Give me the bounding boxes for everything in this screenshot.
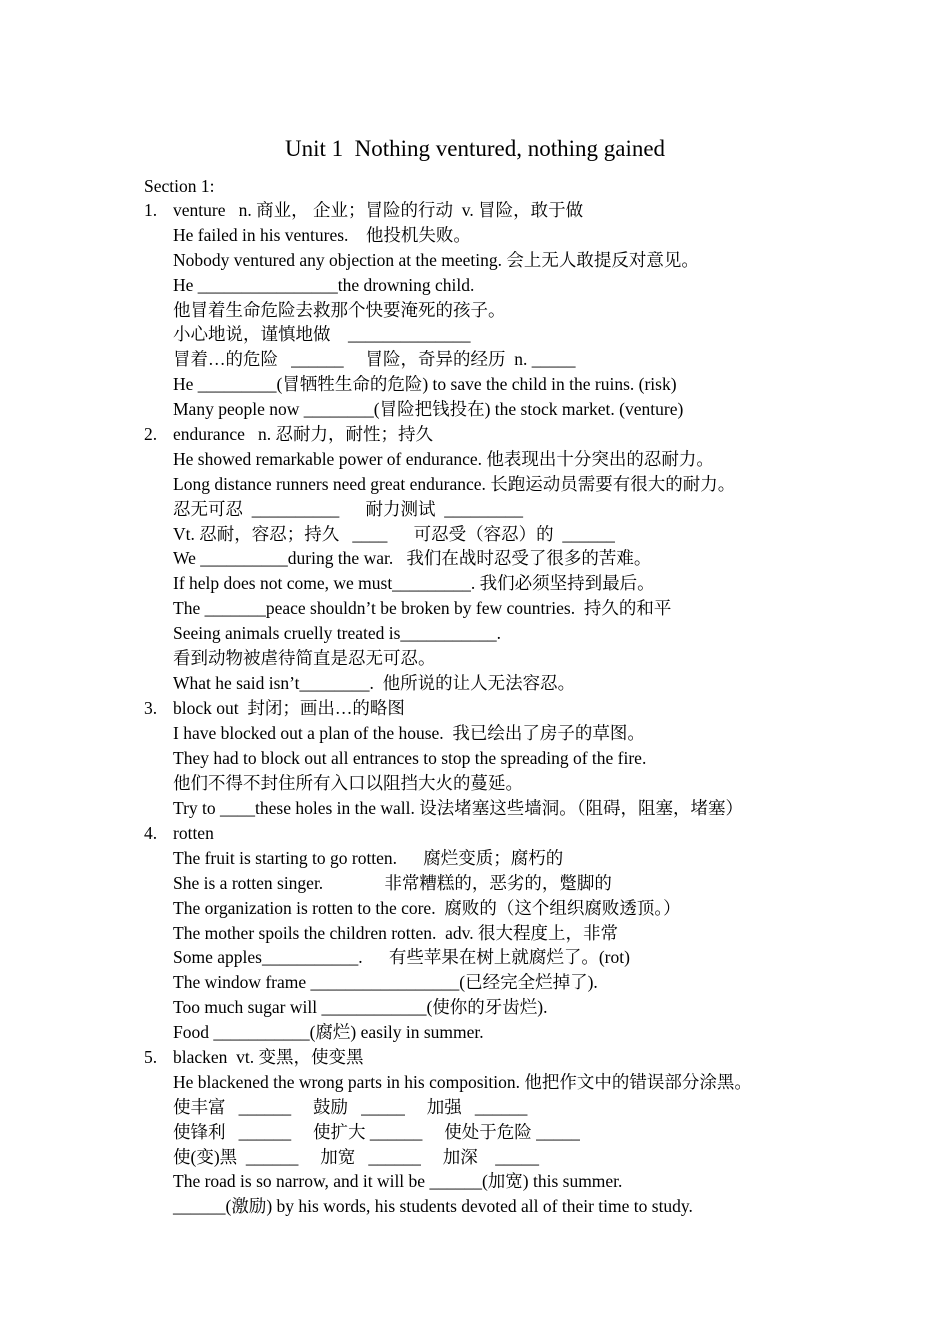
vocab-item-2: [144, 422, 924, 696]
item-number: 3.: [144, 698, 158, 718]
item-line: block out 封闭；画出…的略图: [173, 698, 405, 718]
item-line: 使锋利 ______ 使扩大 ______ 使处于危险 _____: [173, 1121, 580, 1142]
item-number: 2.: [144, 424, 158, 444]
item-line: rotten: [173, 823, 214, 843]
item-line: 使丰富 ______ 鼓励 _____ 加强 ______: [173, 1096, 528, 1117]
item-line: Long distance runners need great endurance. 长跑运动员需要有很大的耐力。: [173, 473, 736, 494]
item-line: Vt. 忍耐，容忍；持久 ____ 可忍受（容忍）的 ______: [173, 523, 615, 544]
item-line: Seeing animals cruelly treated is___________.: [173, 623, 502, 644]
item-line: 使(变)黑 ______ 加宽 ______ 加深 _____: [173, 1146, 540, 1167]
item-line: endurance n. 忍耐力，耐性；持久: [173, 424, 434, 444]
vocab-item-3: [144, 696, 924, 820]
item-number: 4.: [144, 823, 158, 843]
item-line: What he said isn’t________. 他所说的让人无法容忍。: [173, 672, 576, 693]
item-line: He failed in his ventures. 他投机失败。: [173, 224, 471, 245]
item-line: He blackened the wrong parts in his composition. 他把作文中的错误部分涂黑。: [173, 1071, 752, 1092]
item-line: They had to block out all entrances to stop the spreading of the fire.: [173, 747, 647, 768]
item-lines: [173, 696, 924, 820]
vocab-item-1: [144, 198, 924, 422]
item-number: 1.: [144, 200, 158, 220]
item-line: I have blocked out a plan of the house. 我已绘出了房子的草图。: [173, 722, 645, 743]
item-line: He ________________the drowning child.: [173, 274, 475, 295]
item-line: He _________(冒牺牲生命的危险) to save the child in the ruins. (risk): [173, 374, 677, 395]
item-number: 5.: [144, 1047, 158, 1067]
item-lines: [173, 422, 924, 696]
item-line: Some apples___________. 有些苹果在树上就腐烂了。(rot): [173, 947, 630, 968]
vocab-item-4: [144, 821, 924, 1045]
item-line: 冒着…的危险 ______ 冒险，奇异的经历 n. _____: [173, 349, 576, 370]
item-line: 他们不得不封住所有入口以阻挡大火的蔓延。: [173, 772, 523, 793]
item-line: 看到动物被虐待简直是忍无可忍。: [173, 648, 436, 669]
item-line: 忍无可忍 __________ 耐力测试 _________: [173, 498, 523, 519]
item-line: The window frame _________________(已经完全烂掉了).: [173, 972, 598, 993]
item-line: The fruit is starting to go rotten. 腐烂变质；腐朽的: [173, 847, 564, 868]
document-title: Unit 1 Nothing ventured, nothing gained: [284, 136, 666, 161]
item-line: Try to ____these holes in the wall. 设法堵塞这些墙洞。（阻碍，阻塞，堵塞）: [173, 797, 744, 818]
item-line: venture n. 商业， 企业；冒险的行动 v. 冒险，敢于做: [173, 200, 584, 220]
item-lines: [173, 1045, 924, 1219]
vocab-item-5: [144, 1045, 924, 1219]
item-lines: [173, 198, 924, 422]
item-line: Too much sugar will ____________(使你的牙齿烂).: [173, 997, 548, 1018]
item-line: If help does not come, we must_________. 我们必须坚持到最后。: [173, 573, 655, 594]
item-lines: [173, 821, 924, 1045]
item-line: ______(激励) by his words, his students devoted all of their time to study.: [173, 1196, 693, 1217]
item-line: Food ___________(腐烂) easily in summer.: [173, 1022, 484, 1043]
item-line: 他冒着生命危险去救那个快要淹死的孩子。: [173, 299, 506, 320]
item-line: The organization is rotten to the core. 腐败的（这个组织腐败透顶。）: [173, 897, 681, 918]
item-line: We __________during the war. 我们在战时忍受了很多的苦难。: [173, 548, 652, 569]
item-line: Nobody ventured any objection at the meeting. 会上无人敢提反对意见。: [173, 249, 699, 270]
section-label: Section 1:: [144, 176, 215, 196]
item-line: She is a rotten singer. 非常糟糕的，恶劣的，蹩脚的: [173, 872, 612, 893]
item-line: The mother spoils the children rotten. adv. 很大程度上，非常: [173, 922, 619, 943]
item-line: Many people now ________(冒险把钱投在) the stock market. (venture): [173, 399, 684, 420]
item-line: 小心地说，谨慎地做 ______________: [173, 324, 471, 345]
item-line: The road is so narrow, and it will be ______(加宽) this summer.: [173, 1171, 623, 1192]
item-line: The _______peace shouldn’t be broken by few countries. 持久的和平: [173, 598, 672, 619]
item-line: blacken vt. 变黑，使变黑: [173, 1047, 364, 1067]
item-line: He showed remarkable power of endurance. 他表现出十分突出的忍耐力。: [173, 448, 714, 469]
